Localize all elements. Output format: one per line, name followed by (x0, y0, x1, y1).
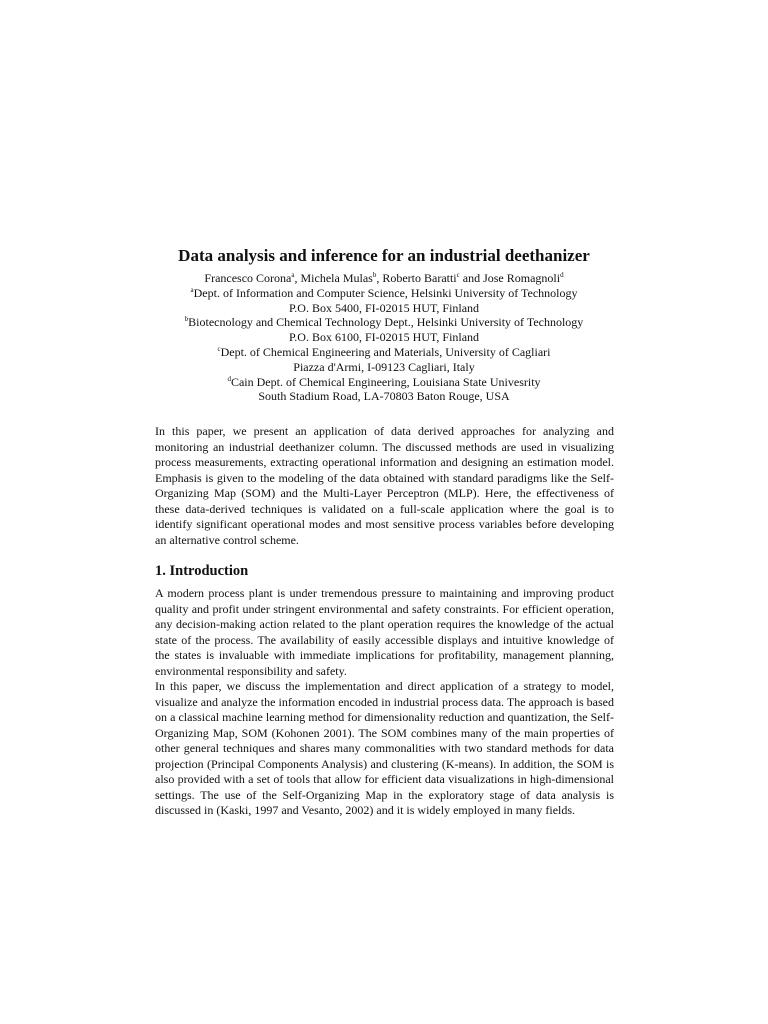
author-name: Michela Mulas (300, 271, 373, 285)
author-mark: a (291, 271, 295, 279)
affiliation-address: P.O. Box 6100, FI-02015 HUT, Finland (288, 330, 480, 345)
author-name: Roberto Baratti (382, 271, 457, 285)
affiliation-address: South Stadium Road, LA-70803 Baton Rouge, USA (258, 389, 510, 404)
author-mark: c (456, 271, 460, 279)
author-sep: , (294, 271, 301, 285)
author-name: Francesco Corona (204, 271, 292, 285)
affiliation-line (0, 315, 768, 330)
paragraph: In this paper, we discuss the implementation and direct application of a strategy to model, visualize and analyze the information encoded in industrial process data. The approach is based on a classical machine learning method for dimensionality reduction and quantization, the Self-Organizing Map, SOM (Kohonen 2001). The SOM combines many of the main properties of other general techniques and shares many commonalities with two standard methods for data projection (Principal Components Analysis) and clustering (K-means). In addition, the SOM is also provided with a set of tools that allow for efficient data visualizations in high-dimensional settings. The use of the Self-Organizing Map in the exploratory stage of data analysis is discussed in (Kaski, 1997 and Vesanto, 2002) and it is widely employed in many fields. (155, 679, 614, 817)
affiliation-mark: b (184, 315, 189, 324)
author-sep: and (459, 271, 484, 285)
paper-title: Data analysis and inference for an industrial deethanizer (178, 246, 590, 265)
affiliation-line (0, 286, 768, 301)
affiliation-mark: c (217, 344, 221, 353)
affiliation-text: Dept. of Information and Computer Science, Helsinki University of Technology (193, 285, 578, 300)
author-mark: b (372, 271, 377, 279)
affiliation-address: Piazza d'Armi, I-09123 Cagliari, Italy (293, 359, 475, 374)
abstract (155, 424, 614, 548)
paragraph: A modern process plant is under tremendous pressure to maintaining and improving product quality and profit under stringent environmental and safety constraints. For efficient operation, any decision-making action related to the plant operation requires the knowledge of the actual state of the process. The availability of easily accessible displays and intuitive knowledge of the states is invaluable with immediate implications for profitability, management planning, environmental responsibility and safety. (155, 586, 614, 678)
affiliation-mark: d (227, 374, 231, 383)
affiliation-mark: a (190, 285, 194, 294)
author-name: Jose Romagnoli (483, 271, 561, 285)
author-block (0, 271, 768, 404)
abstract-text: In this paper, we present an application of data derived approaches for analyzing and monitoring an industrial deethanizer column. The discussed methods are used in visualizing process measurements, extracting operational information and designing an estimation model. Emphasis is given to the modeling of the data obtained with standard paradigms like the Self-Organizing Map (SOM) and the Multi-Layer Perceptron (MLP). Here, the effectiveness of these data-derived techniques is validated on a full-scale application where the goal is to identify significant operational modes and most sensitive process variables before developing an alternative control scheme. (155, 424, 614, 547)
affiliation-line (0, 375, 768, 390)
affiliation-line (0, 345, 768, 360)
affiliation-text: Dept. of Chemical Engineering and Materials, University of Cagliari (220, 344, 551, 359)
author-list (0, 271, 768, 286)
author-mark: d (560, 271, 564, 279)
affiliation-text: Biotecnology and Chemical Technology Dept., Helsinki University of Technology (188, 315, 584, 330)
affiliation-text: Cain Dept. of Chemical Engineering, Louisiana State Univesrity (230, 374, 541, 389)
introduction-body (155, 586, 614, 819)
affiliation-address: P.O. Box 5400, FI-02015 HUT, Finland (288, 300, 480, 315)
author-sep: , (376, 271, 383, 285)
section-heading: 1. Introduction (155, 563, 249, 579)
